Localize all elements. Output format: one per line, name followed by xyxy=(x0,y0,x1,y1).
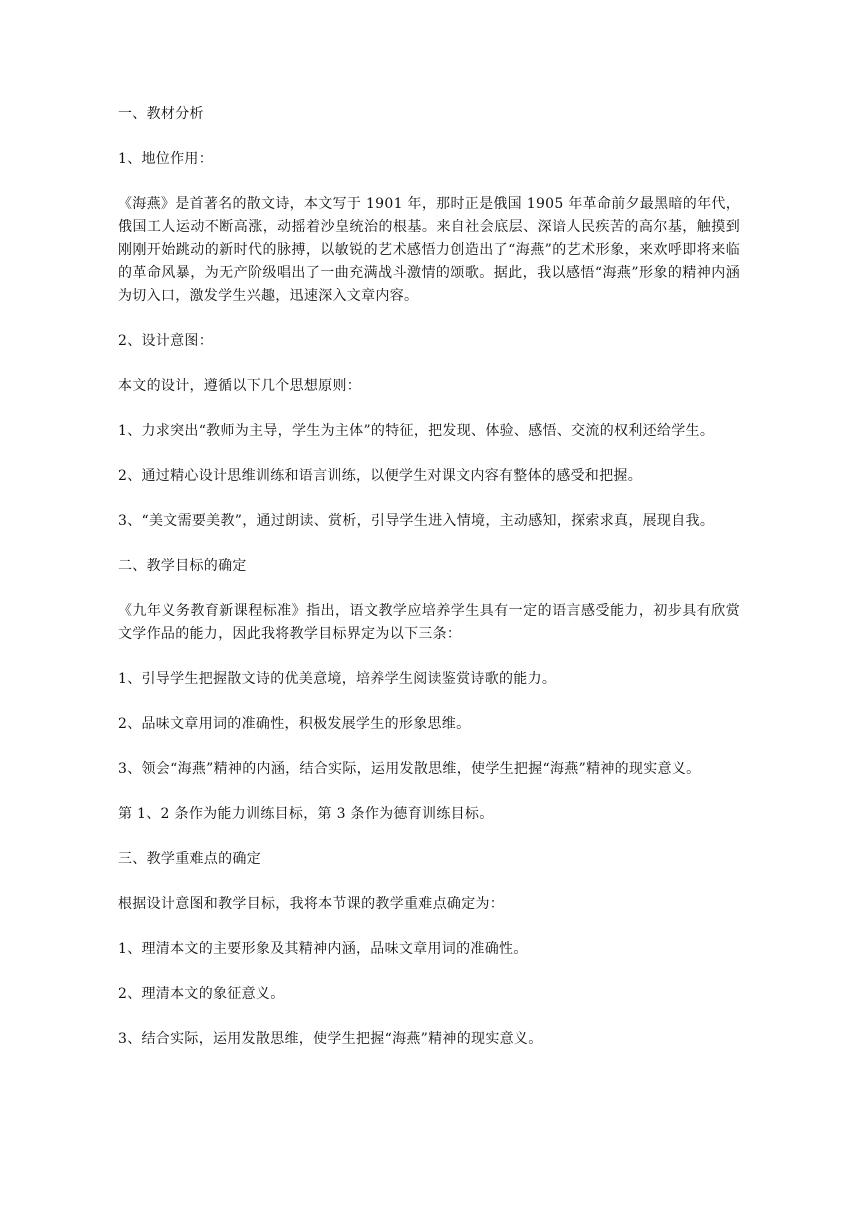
section-heading-3: 三、教学重难点的确定 xyxy=(118,851,261,867)
list-item-focus-2: 2、理清本文的象征意义。 xyxy=(118,986,285,1002)
paragraph-principles: 本文的设计，遵循以下几个思想原则： xyxy=(118,378,362,394)
paragraph-goal-types: 第 1、2 条作为能力训练目标，第 3 条作为德育训练目标。 xyxy=(118,806,494,822)
paragraph-focus-intro: 根据设计意图和教学目标，我将本节课的教学重难点确定为： xyxy=(118,896,505,912)
document-page xyxy=(118,103,740,1051)
subheading-design-intent: 2、设计意图： xyxy=(118,333,214,349)
list-item-focus-1: 1、理清本文的主要形象及其精神内涵，品味文章用词的准确性。 xyxy=(118,941,528,957)
list-item-goal-1: 1、引导学生把握散文诗的优美意境，培养学生阅读鉴赏诗歌的能力。 xyxy=(118,671,557,687)
subheading-position-role: 1、地位作用： xyxy=(118,151,214,167)
list-item-principle-2: 2、通过精心设计思维训练和语言训练，以便学生对课文内容有整体的感受和把握。 xyxy=(118,468,643,484)
paragraph-intro: 《海燕》是首著名的散文诗，本文写于 1901 年，那时正是俄国 1905 年革命前夕最黑暗的年代，俄国工人运动不断高涨，动摇着沙皇统治的根基。来自社会底层、深谙人民疾苦的高尔基，触摸到刚刚开始跳动的新时代的脉搏，以敏锐的艺术感悟力创造出了“海燕”的艺术形象，来欢呼即将来临的革命风暴，为无产阶级唱出了一曲充满战斗激情的颂歌。据此，我以感悟“海燕”形象的精神内涵为切入口，激发学生兴趣，迅速深入文章内容。 xyxy=(118,196,740,304)
list-item-focus-3: 3、结合实际，运用发散思维，使学生把握“海燕”精神的现实意义。 xyxy=(118,1031,543,1047)
list-item-principle-3: 3、“美文需要美教”，通过朗读、赏析，引导学生进入情境，主动感知，探索求真，展现自我。 xyxy=(118,513,715,529)
list-item-principle-1: 1、力求突出“教师为主导，学生为主体”的特征，把发现、体验、感悟、交流的权利还给学生。 xyxy=(118,423,715,439)
section-heading-1: 一、教材分析 xyxy=(118,106,204,122)
section-heading-2: 二、教学目标的确定 xyxy=(118,558,247,574)
list-item-goal-2: 2、品味文章用词的准确性，积极发展学生的形象思维。 xyxy=(118,716,471,732)
list-item-goal-3: 3、领会“海燕”精神的内涵，结合实际，运用发散思维，使学生把握“海燕”精神的现实意义。 xyxy=(118,761,701,777)
paragraph-standards: 《九年义务教育新课程标准》指出，语文教学应培养学生具有一定的语言感受能力，初步具有欣赏文学作品的能力，因此我将教学目标界定为以下三条： xyxy=(118,603,740,642)
